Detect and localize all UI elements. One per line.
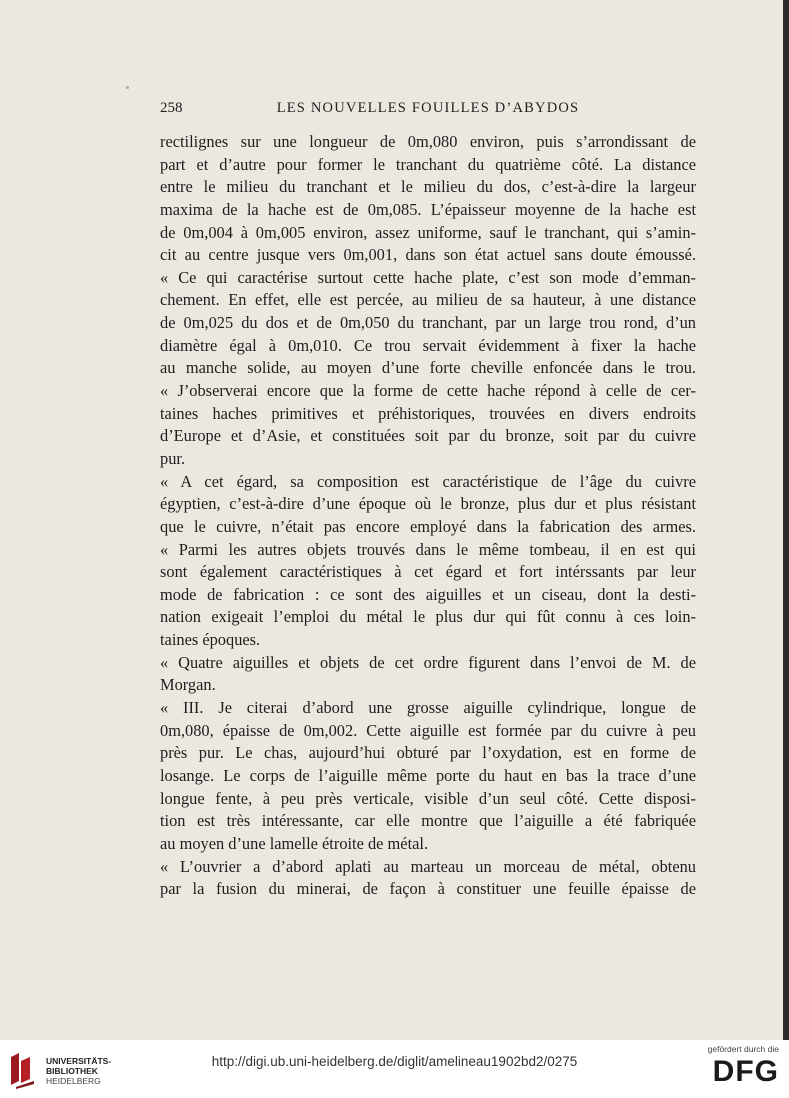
text-line: « J’observerai encore que la forme de cette hache répond à celle de cer- (160, 381, 696, 401)
text-line: « A cet égard, sa composition est caractéristique de l’âge du cuivre (160, 471, 696, 491)
text-line: diamètre égal à 0m,010. Ce trou servait évidemment à fixer la hache (160, 335, 696, 355)
text-line: rectilignes sur une longueur de 0m,080 environ, puis s’arrondissant de (160, 132, 696, 151)
text-line: pur. (160, 448, 186, 468)
text-line: « Quatre aiguilles et objets de cet ordre figurent dans l’envoi de M. de (160, 652, 696, 672)
text-line: de 0m,004 à 0m,005 environ, assez uniforme, sauf le tranchant, qui s’amin- (160, 222, 696, 242)
permalink-url[interactable]: http://digi.ub.uni-heidelberg.de/diglit/amelineau1902bd2/0275 (211, 1054, 578, 1069)
text-line: « L’ouvrier a d’abord aplati au marteau un morceau de métal, obtenu (160, 856, 696, 876)
dfg-logo[interactable]: DFG (712, 1055, 779, 1088)
text-line: sont également caractéristiques à cet égard et fort intérssants par leur (160, 562, 696, 582)
text-line: d’Europe et d’Asie, et constituées soit par du bronze, soit par du cuivre (160, 426, 696, 446)
text-line: maxima de la hache est de 0m,085. L’épaisseur moyenne de la hache est (160, 199, 696, 219)
footer-bar (0, 1040, 789, 1098)
institution-line-3: HEIDELBERG (46, 1076, 101, 1086)
text-line: « Parmi les autres objets trouvés dans le même tombeau, il en est qui (160, 539, 696, 559)
running-title: LES NOUVELLES FOUILLES D’ABYDOS (276, 100, 580, 116)
text-line: cit au centre jusque vers 0m,001, dans son état actuel sans doute émoussé. (160, 245, 696, 265)
text-line: chement. En effet, elle est percée, au milieu de sa hauteur, à une distance (160, 290, 696, 310)
text-line: nation exigeait l’emploi du métal le plus dur qui fût connu à ces loin- (160, 607, 696, 627)
text-line: losange. Le corps de l’aiguille même porte du haut en bas la trace d’une (160, 765, 696, 785)
text-line: 0m,080, épaisse de 0m,002. Cette aiguille est formée par du cuivre à peu (160, 720, 696, 740)
text-line: de 0m,025 du dos et de 0m,050 du tranchant, par un large trou rond, d’un (160, 313, 696, 333)
text-line: taines époques. (160, 630, 261, 650)
text-line: Morgan. (160, 675, 216, 695)
institution-line-1: UNIVERSITÄTS- (46, 1056, 112, 1066)
page-header (160, 100, 696, 120)
institution-line-2: BIBLIOTHEK (46, 1066, 98, 1076)
text-line: égyptien, c’est-à-dire d’une époque où le bronze, plus dur et plus résistant (160, 494, 696, 514)
text-line: au manche solide, au moyen d’une forte cheville enfoncée dans le trou. (160, 358, 696, 378)
text-line: « Ce qui caractérise surtout cette hache plate, c’est son mode d’emman- (160, 267, 696, 287)
funding-label: gefördert durch die (707, 1044, 779, 1054)
ink-speck (126, 86, 129, 89)
text-line: part et d’autre pour former le tranchant du quatrième côté. La distance (160, 154, 696, 174)
text-line: longue fente, à peu près verticale, visible d’un seul côté. Cette disposi- (160, 788, 696, 808)
text-line: par la fusion du minerai, de façon à constituer une feuille épaisse de (160, 879, 696, 899)
text-line: que le cuivre, n’était pas encore employé dans la fabrication des armes. (160, 516, 696, 536)
text-line: mode de fabrication : ce sont des aiguilles et un ciseau, dont la desti- (160, 584, 696, 604)
body-text (160, 131, 696, 901)
funding-notice (679, 1044, 779, 1088)
text-line: « III. Je citerai d’abord une grosse aiguille cylindrique, longue de (160, 698, 696, 718)
text-line: taines haches primitives et préhistoriques, trouvées en divers endroits (160, 403, 696, 423)
text-line: tion est très intéressante, car elle montre que l’aiguille a été fabriquée (160, 811, 696, 831)
text-line: près pur. Le chas, aujourd’hui obturé par l’oxydation, est en forme de (160, 743, 696, 763)
page-number: 258 (160, 100, 183, 116)
text-line: au moyen d’une lamelle étroite de métal. (160, 833, 429, 853)
text-line: entre le milieu du tranchant et le milieu du dos, c’est-à-dire la largeur (160, 177, 696, 197)
